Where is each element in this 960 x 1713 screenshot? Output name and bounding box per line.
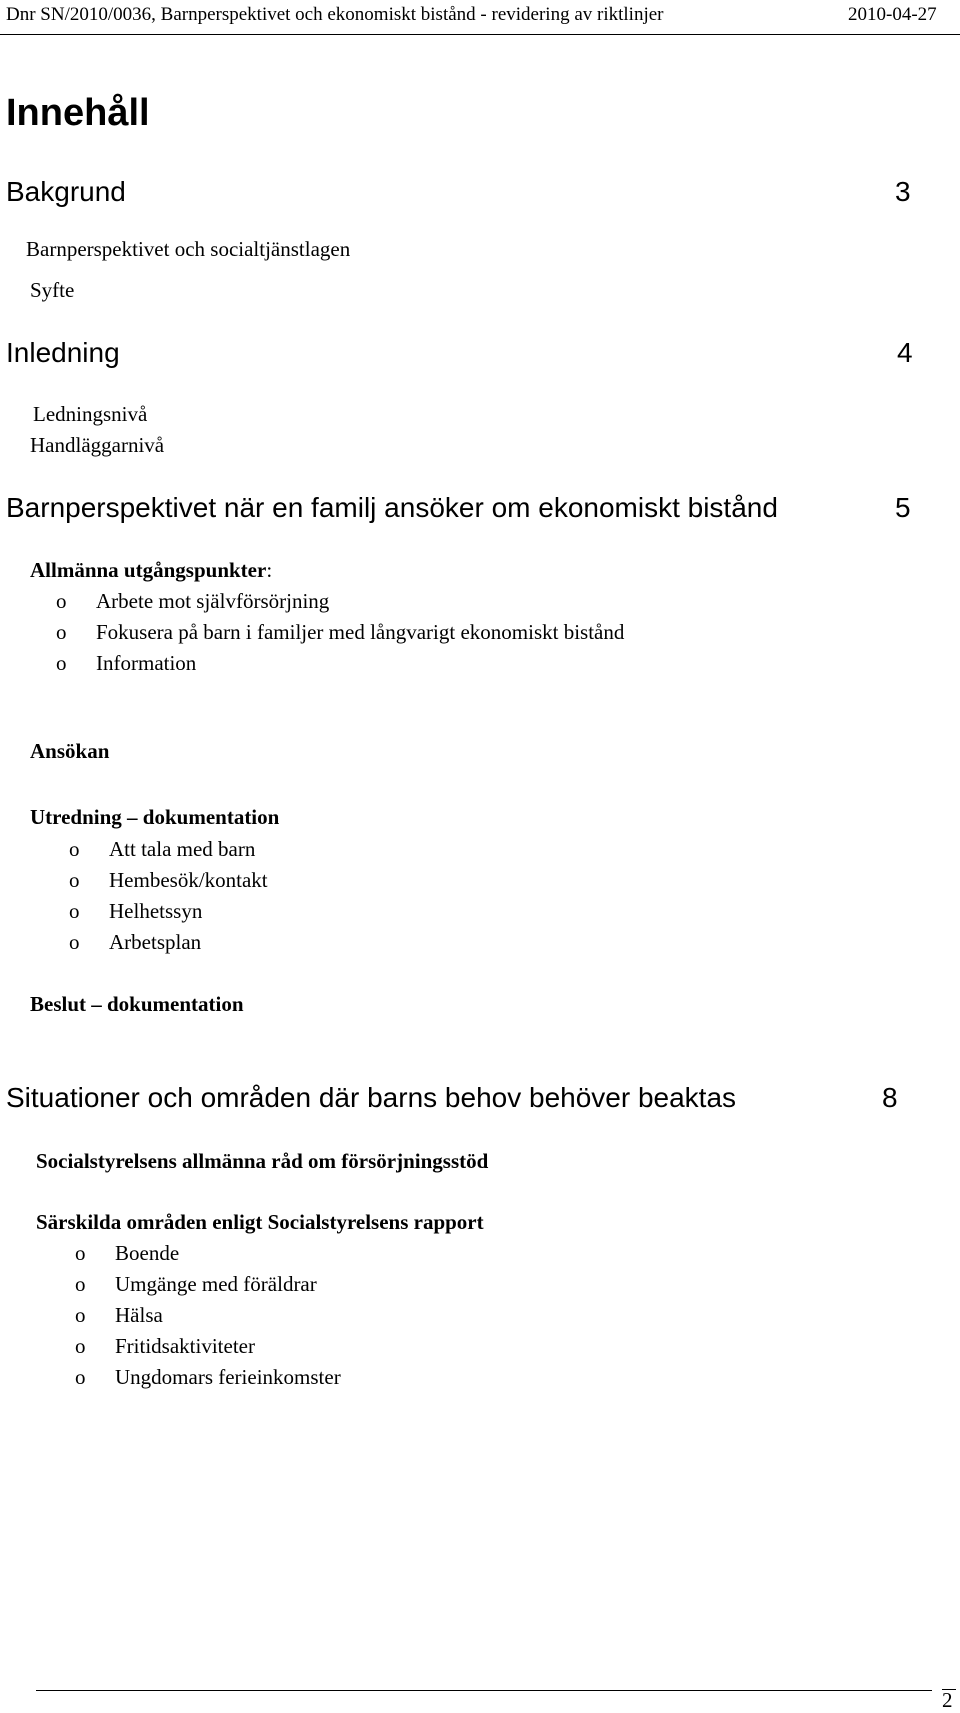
toc-item[interactable]: Handläggarnivå	[30, 433, 165, 457]
footer-divider	[36, 1690, 932, 1691]
list-item[interactable]: o Fritidsaktiviteter	[75, 1334, 255, 1358]
bullet-icon: o	[56, 651, 67, 675]
list-item[interactable]: o Boende	[75, 1241, 180, 1265]
toc-item[interactable]: Barnperspektivet och socialtjänstlagen	[26, 237, 351, 261]
bullet-icon: o	[69, 837, 80, 861]
page-number: 2	[942, 1688, 953, 1712]
toc-page-barnperspektivet: 5	[895, 492, 911, 523]
bullet-icon: o	[75, 1303, 86, 1327]
list-item[interactable]: o Arbetsplan	[69, 930, 202, 954]
list-item[interactable]: o Ungdomars ferieinkomster	[75, 1365, 341, 1389]
list-item[interactable]: o Att tala med barn	[69, 837, 256, 861]
toc-item[interactable]: Syfte	[30, 278, 75, 302]
list-item[interactable]: o Arbete mot självförsörjning	[56, 589, 330, 613]
toc-heading-inledning[interactable]: Inledning	[6, 337, 120, 368]
document-header-title: Dnr SN/2010/0036, Barnperspektivet och ekonomiskt bistånd - revidering av riktlinjer	[6, 4, 664, 25]
list-item[interactable]: o Helhetssyn	[69, 899, 203, 923]
list-item[interactable]: o Hälsa	[75, 1303, 163, 1327]
bullet-icon: o	[75, 1334, 86, 1358]
bullet-icon: o	[69, 930, 80, 954]
toc-heading-situationer[interactable]: Situationer och områden där barns behov behöver beaktas	[6, 1082, 737, 1113]
toc-item[interactable]: Ledningsnivå	[33, 402, 148, 426]
bullet-icon: o	[69, 868, 80, 892]
header-divider	[0, 34, 960, 35]
toc-subheading[interactable]: Allmänna utgångspunkter:	[30, 558, 273, 582]
bullet-icon: o	[75, 1365, 86, 1389]
list-item[interactable]: o Hembesök/kontakt	[69, 868, 268, 892]
bullet-icon: o	[56, 620, 67, 644]
list-item[interactable]: o Fokusera på barn i familjer med långvarigt ekonomiskt bistånd	[56, 620, 625, 644]
toc-heading-barnperspektivet[interactable]: Barnperspektivet när en familj ansöker om ekonomiskt bistånd	[6, 492, 778, 523]
bullet-icon: o	[75, 1241, 86, 1265]
document-header-date: 2010-04-27	[848, 4, 937, 25]
toc-subheading[interactable]: Socialstyrelsens allmänna råd om försörjningsstöd	[36, 1149, 489, 1173]
bullet-icon: o	[56, 589, 67, 613]
toc-subheading[interactable]: Beslut – dokumentation	[30, 992, 244, 1016]
toc-heading-bakgrund[interactable]: Bakgrund	[6, 176, 126, 207]
bullet-icon: o	[75, 1272, 86, 1296]
list-item[interactable]: o Umgänge med föräldrar	[75, 1272, 317, 1296]
toc-subheading[interactable]: Särskilda områden enligt Socialstyrelsens rapport	[36, 1210, 484, 1234]
list-item[interactable]: o Information	[56, 651, 197, 675]
toc-page-situationer: 8	[882, 1082, 898, 1113]
toc-title: Innehåll	[6, 92, 150, 134]
toc-page-bakgrund: 3	[895, 176, 911, 207]
bullet-icon: o	[69, 899, 80, 923]
toc-page-inledning: 4	[897, 337, 913, 368]
toc-subheading[interactable]: Utredning – dokumentation	[30, 805, 280, 829]
toc-subheading[interactable]: Ansökan	[30, 739, 110, 763]
